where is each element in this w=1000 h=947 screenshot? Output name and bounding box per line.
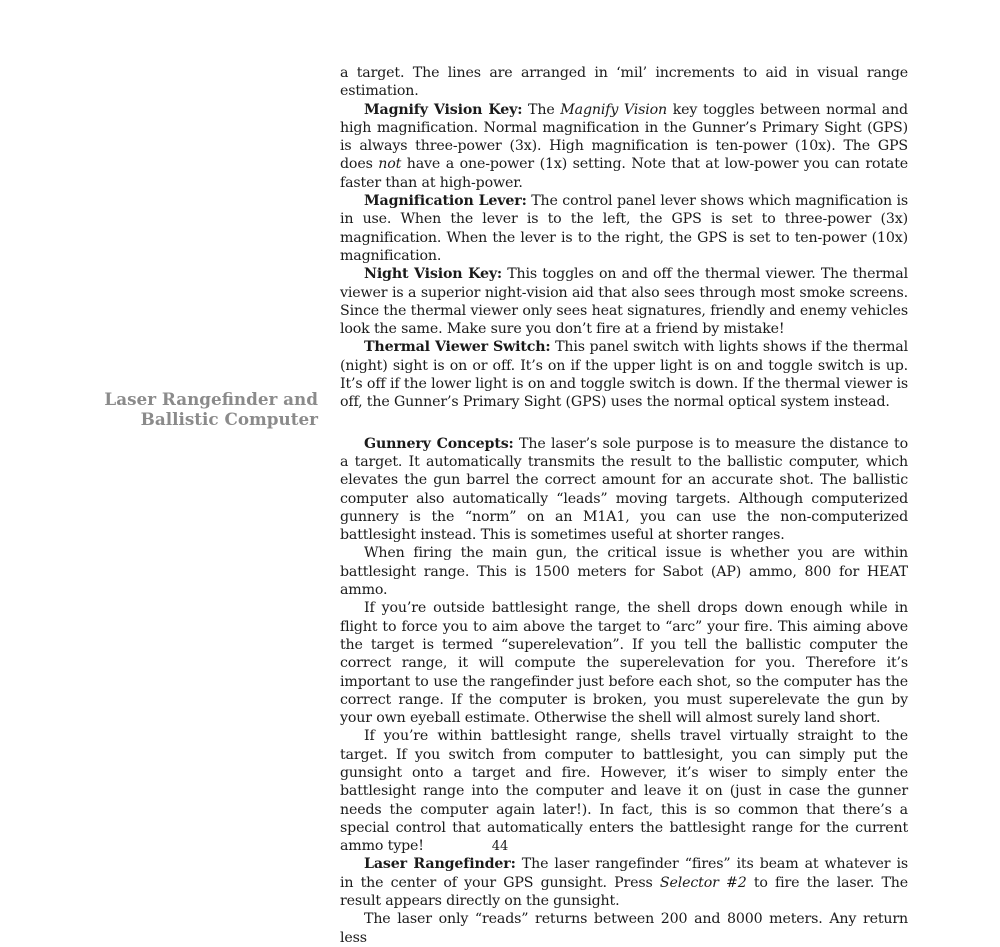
paragraph-text: key toggles between normal and high magnification. Normal magnification in the Gunner’s Primary Sight (GPS) is always three-power (3x). High magnification is ten-power (10x). The GPS does [340, 101, 908, 173]
paragraph-battlesight-range [340, 544, 908, 599]
paragraph-text: The laser rangefinder “fires” its beam at whatever is in the center of your GPS gunsight. Press [340, 856, 909, 891]
term-magnify-vision-key: Magnify Vision Key: [364, 101, 523, 118]
term-laser-rangefinder: Laser Rangefinder: [364, 856, 516, 873]
paragraph-laser-returns [340, 910, 908, 947]
paragraph-laser-rangefinder [340, 855, 908, 910]
section-heading-line-1: Laser Rangefinder and [104, 389, 318, 409]
paragraph-text: If you’re within battlesight range, shells travel virtually straight to the target. If you switch from computer to battlesight, you can simply put the gunsight onto a target and fire. However, it’s wiser to simply enter the battlesight range into the computer and leave it on (just in case the gunner needs the computer again later!). In fact, this is so common that there’s a special control that automatically enters the battlesight range for the current ammo type! [340, 728, 908, 855]
paragraph-magnify-vision-key [340, 101, 908, 192]
paragraph-text: When firing the main gun, the critical issue is whether you are within battlesight range. This is 1500 meters for Sabot (AP) ammo, 800 for HEAT ammo. [340, 545, 908, 599]
term-night-vision-key: Night Vision Key: [364, 266, 502, 283]
paragraph-text: The laser only “reads” returns between 200 and 8000 meters. Any return less [340, 911, 908, 946]
paragraph-magnification-lever [340, 192, 908, 265]
body-text-column [340, 64, 908, 947]
emphasis-not: not [378, 156, 402, 173]
section-heading [100, 389, 318, 429]
paragraph-text: This toggles on and off the thermal viewer. The thermal viewer is a superior night-vision aid that also sees through most smoke screens. Since the thermal viewer only sees heat signatures, friendly and enemy vehicles look the same. Make sure you don’t fire at a friend by mistake! [340, 266, 908, 338]
term-thermal-viewer-switch: Thermal Viewer Switch: [364, 339, 551, 356]
paragraph-text: The [522, 101, 561, 118]
paragraph-range-estimation [340, 64, 908, 101]
term-magnification-lever: Magnification Lever: [364, 193, 527, 210]
page-number: 44 [491, 839, 509, 854]
paragraph-text: If you’re outside battlesight range, the shell drops down enough while in flight to force you to aim above the target to “arc” your fire. This aiming above the target is termed “superelevation”. If you tell the ballistic computer the correct range, it will compute the superelevation for you. Therefore it’s important to use the rangefinder just before each shot, so the computer has the correct range. If the computer is broken, you must superelevate the gun by your own eyeball estimate. Otherwise the shell will almost surely land short. [340, 600, 908, 727]
paragraph-text: The laser’s sole purpose is to measure the distance to a target. It automatically transmits the result to the ballistic computer, which elevates the gun barrel the correct amount for an accurate shot. The ballistic computer also automatically “leads” moving targets. Although computerized gunnery is the “norm” on an M1A1, you can use the non-computerized battlesight instead. This is sometimes useful at shorter ranges. [340, 435, 908, 544]
paragraph-within-battlesight [340, 727, 908, 855]
paragraph-text: to fire the laser. The result appears directly on the gunsight. [340, 874, 908, 910]
paragraph-superelevation [340, 599, 908, 727]
paragraph-thermal-viewer-switch [340, 338, 908, 411]
paragraph-night-vision-key [340, 265, 908, 338]
paragraph-gunnery-concepts [340, 435, 908, 545]
key-name-selector-2: Selector #2 [659, 874, 747, 891]
term-gunnery-concepts: Gunnery Concepts: [364, 435, 514, 452]
key-name-magnify-vision: Magnify Vision [560, 101, 668, 118]
paragraph-text: This panel switch with lights shows if the thermal (night) sight is on or off. It’s on if the upper light is on and toggle switch is up. It’s off if the lower light is on and toggle switch is down. If the thermal viewer is off, the Gunner’s Primary Sight (GPS) uses the normal optical system instead. [340, 339, 908, 411]
section-heading-line-2: Ballistic Computer [140, 409, 318, 429]
paragraph-text: have a one-power (1x) setting. Note that at low-power you can rotate faster than at high-power. [340, 156, 909, 191]
paragraph-text: The control panel lever shows which magnification is in use. When the lever is to the left, the GPS is set to three-power (3x) magnification. When the lever is to the right, the GPS is set to ten-power (10x) magnification. [340, 193, 908, 264]
paragraph-text: a target. The lines are arranged in ‘mil’ increments to aid in visual range estimation. [340, 65, 908, 100]
